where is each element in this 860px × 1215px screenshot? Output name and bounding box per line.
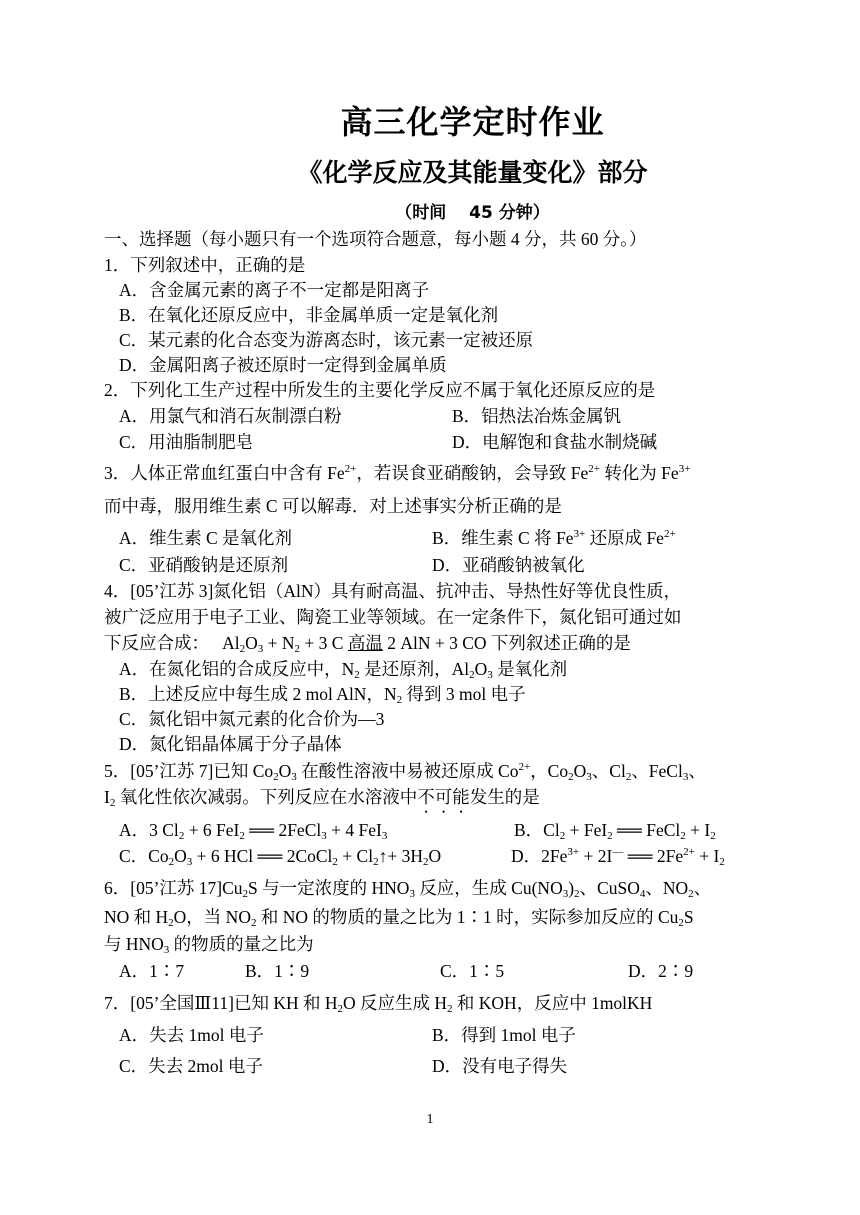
q7-option-c: C．失去 2mol 电子 <box>119 1056 263 1076</box>
q5-stem-line2: $I_2$ 氧化性依次减弱。下列反应在水溶液中不可能发生的是 <box>104 787 540 809</box>
q6-option-a: A．1∶7 <box>119 961 185 981</box>
q6-stem-line2: NO 和 $H_2O$，当 $NO_2$ 和 NO 的物质的量之比为 1∶1 时，实际参加反应的 $Cu_2S$ <box>104 907 694 929</box>
time-limit: （时间 45 分钟） <box>395 203 550 223</box>
q3-option-c: C．亚硝酸钠是还原剂 <box>119 555 289 575</box>
q3-option-b: B．维生素 C 将 $Fe^{3+}$ 还原成 $Fe^{2+}$ <box>432 528 676 548</box>
q1-stem: 1．下列叙述中，正确的是 <box>104 255 306 275</box>
q6-stem-line1: 6．[05’江苏 $17]Cu_2S$ 与一定浓度的 $HNO_3$ 反应，生成 $Cu(NO_3)_2$、CuSO$_4$、$NO_2$、 <box>104 878 712 900</box>
q5-option-a: A．3 $Cl_2 + 6$ FeI$_2$ ══ 2FeCl$_3$ + 4 FeI$_3$ <box>119 820 388 842</box>
q3-option-a: A．维生素 C 是氧化剂 <box>119 528 293 548</box>
q7-stem: 7．[05’全国Ⅲ11]已知 KH 和 $H_2O$ 反应生成 $H_2$ 和 KOH，反应中 1molKH <box>104 993 653 1015</box>
q4-option-d: D．氮化铝晶体属于分子晶体 <box>119 734 342 754</box>
q7-option-a: A．失去 1mol 电子 <box>119 1025 264 1045</box>
q2-option-d: D．电解饱和食盐水制烧碱 <box>452 432 658 452</box>
q2-stem: 2．下列化工生产过程中所发生的主要化学反应不属于氧化还原反应的是 <box>104 380 656 400</box>
q4-reaction: 下反应合成： $Al_2O_3 + N_2 + 3$ C 高温 2 AlN + 3 CO 下列叙述正确的是 <box>104 633 631 655</box>
q2-option-b: B．铝热法冶炼金属钒 <box>452 406 622 426</box>
page-subtitle: 《化学反应及其能量变化》部分 <box>297 158 648 187</box>
q6-option-c: C．1∶5 <box>440 961 505 981</box>
q4-option-b: B．上述反应中每生成 2 mol AlN，$N_2$ 得到 3 mol 电子 <box>119 684 526 706</box>
q4-option-a: A．在氮化铝的合成反应中，$N_2$ 是还原剂，$Al_2O_3$ 是氧化剂 <box>119 659 568 681</box>
q7-option-b: B．得到 1mol 电子 <box>432 1025 576 1045</box>
q4-stem-line2: 被广泛应用于电子工业、陶瓷工业等领域。在一定条件下，氮化铝可通过如 <box>104 607 682 627</box>
q5-option-d: D．$2Fe^{3+} + 2I^—$ ══ $2Fe^{2+} + I_2$ <box>511 846 725 868</box>
q6-option-b: B．1∶9 <box>245 961 310 981</box>
q6-stem-line3: 与 $HNO_3$ 的物质的量之比为 <box>104 934 314 956</box>
q7-option-d: D．没有电子得失 <box>432 1056 568 1076</box>
reaction-condition: 高温 <box>347 633 383 653</box>
section-heading: 一、选择题（每小题只有一个选项符合题意，每小题 4 分，共 60 分。） <box>104 229 647 249</box>
emphasis-text: 不可能 <box>417 787 470 807</box>
q3-stem-line2: 而中毒，服用维生素 C 可以解毒．对上述事实分析正确的是 <box>104 496 562 516</box>
q1-option-d: D．金属阳离子被还原时一定得到金属单质 <box>119 355 447 375</box>
q3-stem: 3．人体正常血红蛋白中含有 $Fe^{2+}$，若误食亚硝酸钠，会导致 $Fe^{2+}$ 转化为 $Fe^{3+}$ <box>104 463 691 483</box>
q4-option-c: C．氮化铝中氮元素的化合价为—3 <box>119 709 385 729</box>
page-number: 1 <box>426 1112 434 1127</box>
q4-stem-line1: 4．[05’江苏 3]氮化铝（AlN）具有耐高温、抗冲击、导热性好等优良性质， <box>104 581 681 601</box>
q6-option-d: D．2∶9 <box>628 961 694 981</box>
q5-option-c: C．$Co_2O_3 + 6$ HCl ══ 2CoCl$_2$ + $Cl_2↑+ 3H_2O$ <box>119 846 442 868</box>
page-title: 高三化学定时作业 <box>340 103 605 141</box>
q5-option-b: B．$Cl_2 + FeI_2$ ══ FeCl$_2$ + $I_2$ <box>514 820 716 842</box>
q5-stem-line1: 5．[05’江苏 7]已知 $Co_2O_3$ 在酸性溶液中易被还原成 $Co^{2+}$，$Co_2O_3$、$Cl_2$、FeCl$_3$、 <box>104 761 706 783</box>
q1-option-a: A．含金属元素的离子不一定都是阳离子 <box>119 280 430 300</box>
q2-option-a: A．用氯气和消石灰制漂白粉 <box>119 406 342 426</box>
q3-option-d: D．亚硝酸钠被氧化 <box>432 555 585 575</box>
q1-option-b: B．在氧化还原反应中，非金属单质一定是氧化剂 <box>119 305 499 325</box>
q1-option-c: C．某元素的化合态变为游离态时，该元素一定被还原 <box>119 330 534 350</box>
q2-option-c: C．用油脂制肥皂 <box>119 432 254 452</box>
